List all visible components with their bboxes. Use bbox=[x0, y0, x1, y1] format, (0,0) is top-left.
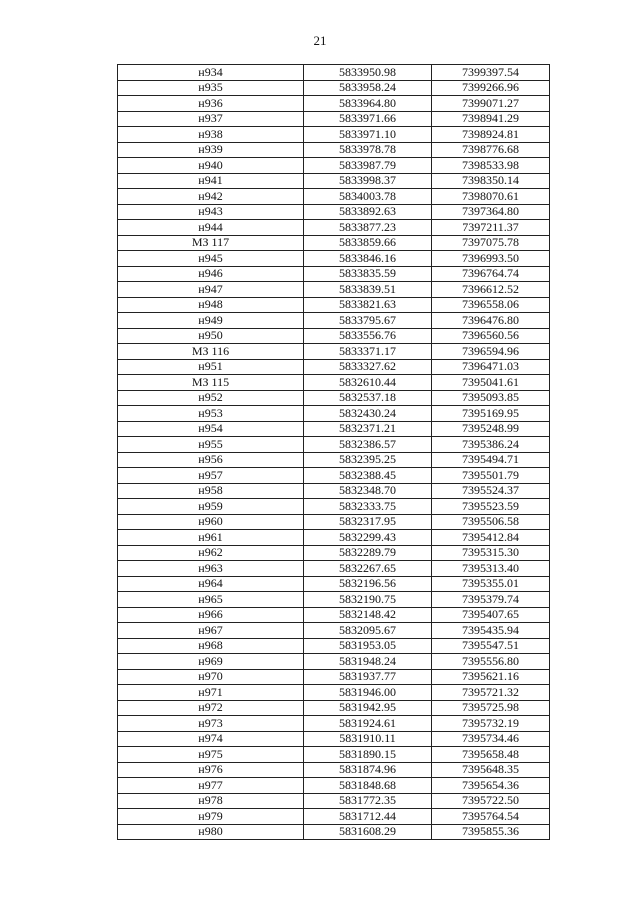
table-row bbox=[118, 65, 550, 81]
table-row bbox=[118, 282, 550, 298]
table-row bbox=[118, 809, 550, 825]
y-coordinate-cell: 7395654.36 bbox=[432, 778, 550, 794]
x-coordinate-cell: 5831953.05 bbox=[304, 638, 432, 654]
point-label-cell: н948 bbox=[118, 297, 304, 313]
x-coordinate-cell: 5831910.11 bbox=[304, 731, 432, 747]
y-coordinate-cell: 7395764.54 bbox=[432, 809, 550, 825]
point-label-cell: н972 bbox=[118, 700, 304, 716]
table-row bbox=[118, 80, 550, 96]
table-row bbox=[118, 96, 550, 112]
x-coordinate-cell: 5832095.67 bbox=[304, 623, 432, 639]
point-label-cell: н973 bbox=[118, 716, 304, 732]
point-label-cell: н934 bbox=[118, 65, 304, 81]
x-coordinate-cell: 5832196.56 bbox=[304, 576, 432, 592]
x-coordinate-cell: 5832148.42 bbox=[304, 607, 432, 623]
point-label-cell: н976 bbox=[118, 762, 304, 778]
point-label-cell: н955 bbox=[118, 437, 304, 453]
table-row bbox=[118, 824, 550, 840]
y-coordinate-cell: 7395093.85 bbox=[432, 390, 550, 406]
point-label-cell: н951 bbox=[118, 359, 304, 375]
table-row bbox=[118, 499, 550, 515]
table-row bbox=[118, 251, 550, 267]
table-row bbox=[118, 545, 550, 561]
y-coordinate-cell: 7395412.84 bbox=[432, 530, 550, 546]
x-coordinate-cell: 5832190.75 bbox=[304, 592, 432, 608]
y-coordinate-cell: 7395725.98 bbox=[432, 700, 550, 716]
point-label-cell: н957 bbox=[118, 468, 304, 484]
point-label-cell: н963 bbox=[118, 561, 304, 577]
table-row bbox=[118, 483, 550, 499]
x-coordinate-cell: 5833327.62 bbox=[304, 359, 432, 375]
point-label-cell: н962 bbox=[118, 545, 304, 561]
y-coordinate-cell: 7395313.40 bbox=[432, 561, 550, 577]
y-coordinate-cell: 7396993.50 bbox=[432, 251, 550, 267]
x-coordinate-cell: 5831608.29 bbox=[304, 824, 432, 840]
x-coordinate-cell: 5831874.96 bbox=[304, 762, 432, 778]
point-label-cell: н979 bbox=[118, 809, 304, 825]
y-coordinate-cell: 7395506.58 bbox=[432, 514, 550, 530]
y-coordinate-cell: 7399071.27 bbox=[432, 96, 550, 112]
point-label-cell: н946 bbox=[118, 266, 304, 282]
table-row bbox=[118, 468, 550, 484]
coordinates-table-body bbox=[118, 65, 550, 840]
table-row bbox=[118, 623, 550, 639]
point-label-cell: н966 bbox=[118, 607, 304, 623]
point-label-cell: МЗ 115 bbox=[118, 375, 304, 391]
point-label-cell: н952 bbox=[118, 390, 304, 406]
table-row bbox=[118, 685, 550, 701]
y-coordinate-cell: 7395315.30 bbox=[432, 545, 550, 561]
y-coordinate-cell: 7395721.32 bbox=[432, 685, 550, 701]
x-coordinate-cell: 5833835.59 bbox=[304, 266, 432, 282]
coordinates-table bbox=[117, 64, 550, 840]
point-label-cell: н960 bbox=[118, 514, 304, 530]
y-coordinate-cell: 7396612.52 bbox=[432, 282, 550, 298]
y-coordinate-cell: 7395386.24 bbox=[432, 437, 550, 453]
y-coordinate-cell: 7399266.96 bbox=[432, 80, 550, 96]
point-label-cell: н944 bbox=[118, 220, 304, 236]
table-row bbox=[118, 561, 550, 577]
point-label-cell: н941 bbox=[118, 173, 304, 189]
table-row bbox=[118, 111, 550, 127]
y-coordinate-cell: 7395547.51 bbox=[432, 638, 550, 654]
x-coordinate-cell: 5833877.23 bbox=[304, 220, 432, 236]
point-label-cell: МЗ 116 bbox=[118, 344, 304, 360]
table-row bbox=[118, 142, 550, 158]
x-coordinate-cell: 5832348.70 bbox=[304, 483, 432, 499]
point-label-cell: н956 bbox=[118, 452, 304, 468]
y-coordinate-cell: 7397211.37 bbox=[432, 220, 550, 236]
x-coordinate-cell: 5833556.76 bbox=[304, 328, 432, 344]
y-coordinate-cell: 7397075.78 bbox=[432, 235, 550, 251]
table-row bbox=[118, 793, 550, 809]
x-coordinate-cell: 5832371.21 bbox=[304, 421, 432, 437]
x-coordinate-cell: 5834003.78 bbox=[304, 189, 432, 205]
x-coordinate-cell: 5832317.95 bbox=[304, 514, 432, 530]
table-row bbox=[118, 576, 550, 592]
table-row bbox=[118, 778, 550, 794]
point-label-cell: н937 bbox=[118, 111, 304, 127]
x-coordinate-cell: 5831942.95 bbox=[304, 700, 432, 716]
y-coordinate-cell: 7395621.16 bbox=[432, 669, 550, 685]
x-coordinate-cell: 5832430.24 bbox=[304, 406, 432, 422]
table-row bbox=[118, 313, 550, 329]
table-row bbox=[118, 220, 550, 236]
table-row bbox=[118, 700, 550, 716]
x-coordinate-cell: 5833971.66 bbox=[304, 111, 432, 127]
y-coordinate-cell: 7397364.80 bbox=[432, 204, 550, 220]
y-coordinate-cell: 7396476.80 bbox=[432, 313, 550, 329]
x-coordinate-cell: 5831924.61 bbox=[304, 716, 432, 732]
point-label-cell: н959 bbox=[118, 499, 304, 515]
table-row bbox=[118, 514, 550, 530]
table-row bbox=[118, 607, 550, 623]
point-label-cell: н958 bbox=[118, 483, 304, 499]
y-coordinate-cell: 7399397.54 bbox=[432, 65, 550, 81]
x-coordinate-cell: 5831712.44 bbox=[304, 809, 432, 825]
y-coordinate-cell: 7395494.71 bbox=[432, 452, 550, 468]
x-coordinate-cell: 5833839.51 bbox=[304, 282, 432, 298]
y-coordinate-cell: 7395407.65 bbox=[432, 607, 550, 623]
x-coordinate-cell: 5831772.35 bbox=[304, 793, 432, 809]
table-row bbox=[118, 406, 550, 422]
x-coordinate-cell: 5831946.00 bbox=[304, 685, 432, 701]
x-coordinate-cell: 5833821.63 bbox=[304, 297, 432, 313]
table-row bbox=[118, 421, 550, 437]
page-number: 21 bbox=[313, 33, 327, 48]
point-label-cell: н970 bbox=[118, 669, 304, 685]
y-coordinate-cell: 7398941.29 bbox=[432, 111, 550, 127]
table-row bbox=[118, 669, 550, 685]
table-row bbox=[118, 266, 550, 282]
x-coordinate-cell: 5831848.68 bbox=[304, 778, 432, 794]
y-coordinate-cell: 7395041.61 bbox=[432, 375, 550, 391]
point-label-cell: н971 bbox=[118, 685, 304, 701]
table-row bbox=[118, 344, 550, 360]
x-coordinate-cell: 5833987.79 bbox=[304, 158, 432, 174]
y-coordinate-cell: 7396594.96 bbox=[432, 344, 550, 360]
x-coordinate-cell: 5832299.43 bbox=[304, 530, 432, 546]
y-coordinate-cell: 7398070.61 bbox=[432, 189, 550, 205]
x-coordinate-cell: 5833859.66 bbox=[304, 235, 432, 251]
point-label-cell: н936 bbox=[118, 96, 304, 112]
y-coordinate-cell: 7398533.98 bbox=[432, 158, 550, 174]
x-coordinate-cell: 5832388.45 bbox=[304, 468, 432, 484]
point-label-cell: н938 bbox=[118, 127, 304, 143]
table-row bbox=[118, 638, 550, 654]
y-coordinate-cell: 7395722.50 bbox=[432, 793, 550, 809]
table-row bbox=[118, 530, 550, 546]
y-coordinate-cell: 7396471.03 bbox=[432, 359, 550, 375]
y-coordinate-cell: 7398350.14 bbox=[432, 173, 550, 189]
y-coordinate-cell: 7395435.94 bbox=[432, 623, 550, 639]
y-coordinate-cell: 7395248.99 bbox=[432, 421, 550, 437]
table-row bbox=[118, 173, 550, 189]
table-row bbox=[118, 189, 550, 205]
y-coordinate-cell: 7395732.19 bbox=[432, 716, 550, 732]
point-label-cell: н977 bbox=[118, 778, 304, 794]
point-label-cell: МЗ 117 bbox=[118, 235, 304, 251]
point-label-cell: н967 bbox=[118, 623, 304, 639]
x-coordinate-cell: 5831948.24 bbox=[304, 654, 432, 670]
table-row bbox=[118, 297, 550, 313]
table-row bbox=[118, 235, 550, 251]
point-label-cell: н975 bbox=[118, 747, 304, 763]
x-coordinate-cell: 5832333.75 bbox=[304, 499, 432, 515]
point-label-cell: н939 bbox=[118, 142, 304, 158]
point-label-cell: н935 bbox=[118, 80, 304, 96]
x-coordinate-cell: 5832289.79 bbox=[304, 545, 432, 561]
table-row bbox=[118, 390, 550, 406]
x-coordinate-cell: 5833371.17 bbox=[304, 344, 432, 360]
y-coordinate-cell: 7395855.36 bbox=[432, 824, 550, 840]
x-coordinate-cell: 5832395.25 bbox=[304, 452, 432, 468]
table-row bbox=[118, 716, 550, 732]
y-coordinate-cell: 7396560.56 bbox=[432, 328, 550, 344]
y-coordinate-cell: 7395379.74 bbox=[432, 592, 550, 608]
x-coordinate-cell: 5833964.80 bbox=[304, 96, 432, 112]
table-row bbox=[118, 654, 550, 670]
table-row bbox=[118, 452, 550, 468]
table-row bbox=[118, 592, 550, 608]
table-row bbox=[118, 762, 550, 778]
point-label-cell: н978 bbox=[118, 793, 304, 809]
point-label-cell: н950 bbox=[118, 328, 304, 344]
table-row bbox=[118, 328, 550, 344]
x-coordinate-cell: 5832537.18 bbox=[304, 390, 432, 406]
y-coordinate-cell: 7395734.46 bbox=[432, 731, 550, 747]
y-coordinate-cell: 7396764.74 bbox=[432, 266, 550, 282]
y-coordinate-cell: 7395355.01 bbox=[432, 576, 550, 592]
x-coordinate-cell: 5832386.57 bbox=[304, 437, 432, 453]
y-coordinate-cell: 7398924.81 bbox=[432, 127, 550, 143]
point-label-cell: н942 bbox=[118, 189, 304, 205]
point-label-cell: н964 bbox=[118, 576, 304, 592]
point-label-cell: н940 bbox=[118, 158, 304, 174]
y-coordinate-cell: 7398776.68 bbox=[432, 142, 550, 158]
point-label-cell: н969 bbox=[118, 654, 304, 670]
y-coordinate-cell: 7396558.06 bbox=[432, 297, 550, 313]
x-coordinate-cell: 5833846.16 bbox=[304, 251, 432, 267]
table-row bbox=[118, 437, 550, 453]
point-label-cell: н974 bbox=[118, 731, 304, 747]
point-label-cell: н980 bbox=[118, 824, 304, 840]
x-coordinate-cell: 5833998.37 bbox=[304, 173, 432, 189]
table-row bbox=[118, 375, 550, 391]
x-coordinate-cell: 5832267.65 bbox=[304, 561, 432, 577]
table-row bbox=[118, 731, 550, 747]
y-coordinate-cell: 7395501.79 bbox=[432, 468, 550, 484]
x-coordinate-cell: 5832610.44 bbox=[304, 375, 432, 391]
table-row bbox=[118, 127, 550, 143]
point-label-cell: н961 bbox=[118, 530, 304, 546]
x-coordinate-cell: 5831890.15 bbox=[304, 747, 432, 763]
x-coordinate-cell: 5833892.63 bbox=[304, 204, 432, 220]
y-coordinate-cell: 7395556.80 bbox=[432, 654, 550, 670]
y-coordinate-cell: 7395169.95 bbox=[432, 406, 550, 422]
x-coordinate-cell: 5833978.78 bbox=[304, 142, 432, 158]
table-row bbox=[118, 747, 550, 763]
x-coordinate-cell: 5833795.67 bbox=[304, 313, 432, 329]
point-label-cell: н968 bbox=[118, 638, 304, 654]
point-label-cell: н954 bbox=[118, 421, 304, 437]
table-row bbox=[118, 204, 550, 220]
y-coordinate-cell: 7395648.35 bbox=[432, 762, 550, 778]
table-row bbox=[118, 158, 550, 174]
x-coordinate-cell: 5833958.24 bbox=[304, 80, 432, 96]
x-coordinate-cell: 5831937.77 bbox=[304, 669, 432, 685]
y-coordinate-cell: 7395523.59 bbox=[432, 499, 550, 515]
point-label-cell: н947 bbox=[118, 282, 304, 298]
point-label-cell: н965 bbox=[118, 592, 304, 608]
point-label-cell: н949 bbox=[118, 313, 304, 329]
point-label-cell: н943 bbox=[118, 204, 304, 220]
y-coordinate-cell: 7395524.37 bbox=[432, 483, 550, 499]
point-label-cell: н953 bbox=[118, 406, 304, 422]
y-coordinate-cell: 7395658.48 bbox=[432, 747, 550, 763]
x-coordinate-cell: 5833950.98 bbox=[304, 65, 432, 81]
x-coordinate-cell: 5833971.10 bbox=[304, 127, 432, 143]
point-label-cell: н945 bbox=[118, 251, 304, 267]
table-row bbox=[118, 359, 550, 375]
